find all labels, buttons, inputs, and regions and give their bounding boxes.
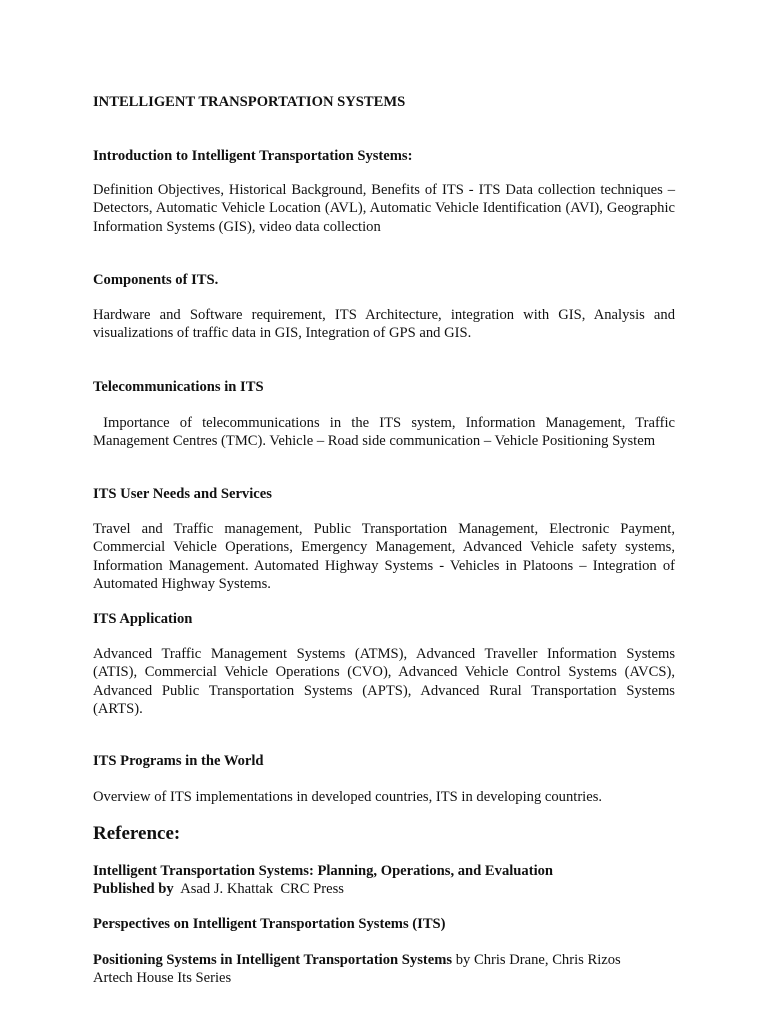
section-heading-introduction: Introduction to Intelligent Transportation Systems:	[93, 148, 413, 164]
section-body-components: Hardware and Software requirement, ITS Architecture, integration with GIS, Analysis and visualizations of traffic data in GIS, Integration of GPS and GIS.	[93, 307, 675, 342]
section-body-user-needs: Travel and Traffic management, Public Transportation Management, Electronic Payment, Commercial Vehicle Operations, Emergency Management, Advanced Vehicle safety systems, Information Management. Automated Highway Systems - Vehicles in Platoons – Integration of Automated Highway Systems.	[93, 521, 675, 592]
reference-item-1-published-label: Published by	[93, 881, 174, 898]
reference-item-1-published-detail: Asad J. Khattak CRC Press	[173, 881, 344, 898]
document-title: INTELLIGENT TRANSPORTATION SYSTEMS	[93, 94, 406, 110]
reference-item-1	[93, 862, 675, 899]
section-body-programs: Overview of ITS implementations in developed countries, ITS in developing countries.	[93, 789, 603, 805]
reference-item-1-title: Intelligent Transportation Systems: Planning, Operations, and Evaluation	[93, 863, 554, 879]
section-body-application: Advanced Traffic Management Systems (ATMS), Advanced Traveller Information Systems (ATIS), Commercial Vehicle Operations (CVO), Advanced Vehicle Control Systems (AVCS), Advanced Public Transportation Systems (APTS), Advanced Rural Transportation Systems (ARTS).	[93, 646, 675, 717]
section-body-introduction: Definition Objectives, Historical Background, Benefits of ITS - ITS Data collection techniques – Detectors, Automatic Vehicle Location (AVL), Automatic Vehicle Identification (AVI), Geographic Information Systems (GIS), video data collection	[93, 182, 675, 235]
reference-item-1-publisher-line	[93, 880, 675, 898]
reference-item-3-title: Positioning Systems in Intelligent Transportation Systems	[93, 952, 453, 968]
section-heading-application: ITS Application	[93, 611, 193, 627]
reference-heading: Reference:	[93, 823, 181, 844]
section-heading-telecommunications: Telecommunications in ITS	[93, 379, 264, 395]
section-heading-user-needs: ITS User Needs and Services	[93, 486, 272, 502]
section-body-telecommunications: Importance of telecommunications in the ITS system, Information Management, Traffic Management Centres (TMC). Vehicle – Road side communication – Vehicle Positioning System	[93, 415, 679, 450]
section-heading-programs: ITS Programs in the World	[93, 753, 264, 769]
reference-item-2-title: Perspectives on Intelligent Transportation Systems (ITS)	[93, 916, 446, 932]
reference-item-3-authors: by Chris Drane, Chris Rizos	[452, 952, 621, 968]
reference-item-3-series: Artech House Its Series	[93, 970, 232, 987]
section-heading-components: Components of ITS.	[93, 272, 219, 288]
reference-item-3-title-line	[93, 951, 675, 969]
reference-item-3	[93, 951, 675, 988]
